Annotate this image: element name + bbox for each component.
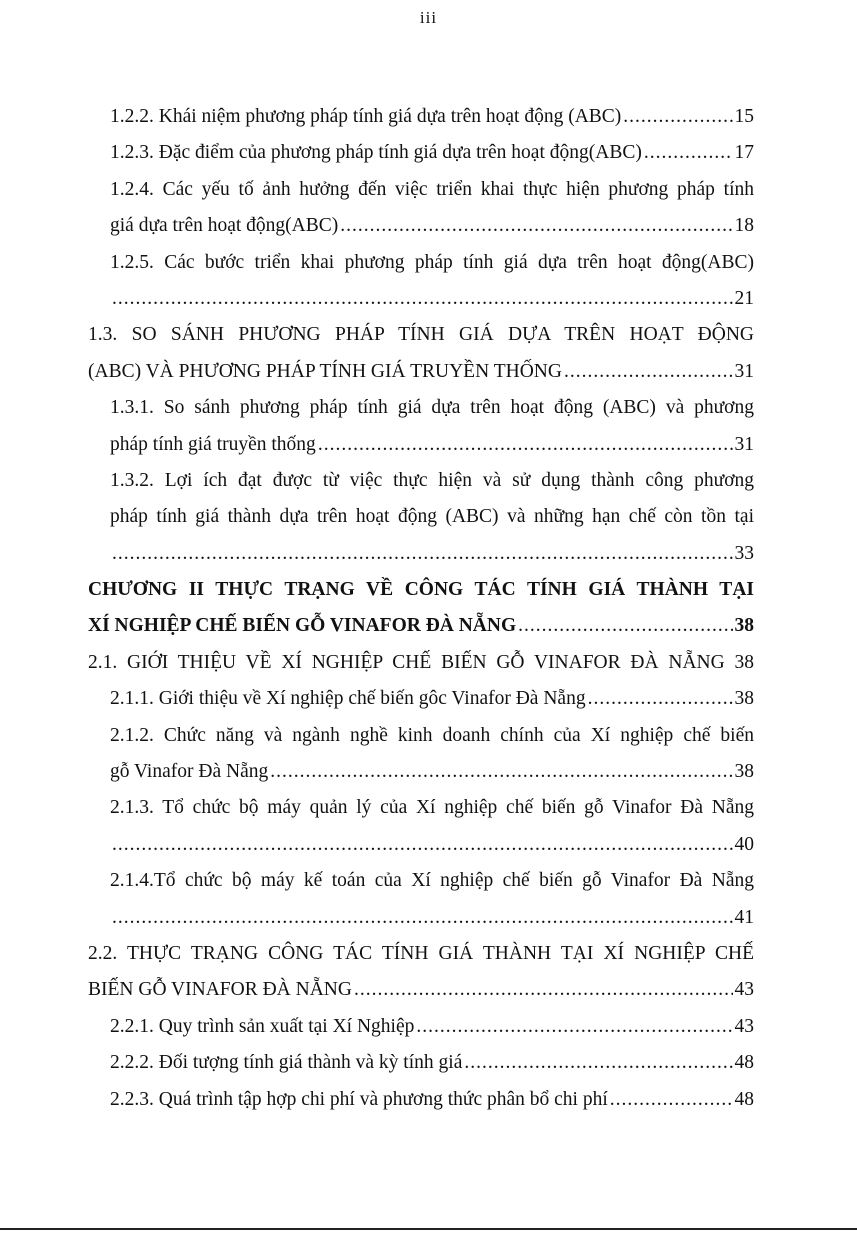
toc-page-number: 40	[734, 833, 754, 855]
toc-line: pháp tính giá thành dựa trên hoạt động (ABC) và những hạn chế còn tồn tại	[110, 506, 754, 528]
toc-entry-text: 2.2.1. Quy trình sản xuất tại Xí Nghiệp	[110, 1015, 415, 1037]
toc-page-number: 31	[734, 433, 754, 455]
toc-line: 2.1.3. Tổ chức bộ máy quản lý của Xí nghiệp chế biến gỗ Vinafor Đà Nẵng	[110, 797, 754, 819]
toc-page-number: 31	[734, 360, 754, 382]
toc-page-number: 15	[734, 106, 754, 127]
dot-leader	[610, 1082, 733, 1118]
toc-line	[88, 972, 754, 1008]
toc-line: 1.3. SO SÁNH PHƯƠNG PHÁP TÍNH GIÁ DỰA TRÊN HOẠT ĐỘNG	[88, 324, 754, 346]
toc-entry-text: 2.2.2. Đối tượng tính giá thành và kỳ tính giá	[110, 1052, 463, 1074]
toc-line: 2.1.2. Chức năng và ngành nghề kinh doanh chính của Xí nghiệp chế biến	[110, 724, 754, 746]
toc-line: 1.3.2. Lợi ích đạt được từ việc thực hiện và sử dụng thành công phương	[110, 469, 754, 491]
toc-entry-text: gỗ Vinafor Đà Nẵng	[110, 761, 269, 783]
toc-entry-text: pháp tính giá truyền thống	[110, 433, 316, 455]
dot-leader	[112, 827, 733, 863]
toc-line	[88, 681, 754, 717]
toc-line: 2.1. GIỚI THIỆU VỀ XÍ NGHIỆP CHẾ BIẾN GỖ VINAFOR ĐÀ NẴNG 38	[88, 651, 754, 673]
toc-line	[88, 99, 754, 135]
toc-line: 1.2.5. Các bước triển khai phương pháp tính giá dựa trên hoạt động(ABC)	[110, 251, 754, 273]
toc-line	[88, 1082, 754, 1118]
toc-page-number: 41	[734, 906, 754, 928]
dot-leader	[623, 99, 732, 135]
dot-leader	[112, 900, 733, 936]
dot-leader	[112, 281, 733, 317]
toc-entry-text: (ABC) VÀ PHƯƠNG PHÁP TÍNH GIÁ TRUYỀN THỐNG	[88, 360, 562, 382]
toc-line	[88, 900, 754, 936]
dot-leader	[588, 681, 733, 717]
toc-page-number: 18	[734, 215, 754, 237]
dot-leader	[416, 1009, 732, 1045]
toc-line	[88, 754, 754, 790]
toc-line	[88, 1009, 754, 1045]
toc-line	[88, 536, 754, 572]
toc-entry-text: 2.1.1. Giới thiệu về Xí nghiệp chế biến gôc Vinafor Đà Nẵng	[110, 688, 586, 710]
toc-page-number: 17	[734, 142, 754, 164]
toc-page-number: 38	[734, 688, 754, 710]
toc-line	[88, 608, 754, 644]
toc-page-number: 43	[734, 1015, 754, 1037]
dot-leader	[564, 354, 733, 390]
dot-leader	[464, 1045, 732, 1081]
toc-line	[88, 281, 754, 317]
toc-entry-text: 1.2.2. Khái niệm phương pháp tính giá dựa trên hoạt động (ABC)	[110, 106, 622, 127]
table-of-contents	[88, 99, 754, 1118]
dot-leader	[354, 972, 733, 1008]
toc-page-number: 48	[734, 1088, 754, 1110]
toc-page-number: 48	[734, 1052, 754, 1074]
toc-line: CHƯƠNG II THỰC TRẠNG VỀ CÔNG TÁC TÍNH GIÁ THÀNH TẠI	[88, 579, 754, 601]
toc-line: 2.1.4.Tổ chức bộ máy kế toán của Xí nghiệp chế biến gỗ Vinafor Đà Nẵng	[110, 870, 754, 892]
toc-line	[88, 208, 754, 244]
toc-entry-text: BIẾN GỖ VINAFOR ĐÀ NẴNG	[88, 979, 352, 1001]
dot-leader	[270, 754, 732, 790]
toc-line	[88, 354, 754, 390]
toc-line: 1.3.1. So sánh phương pháp tính giá dựa trên hoạt động (ABC) và phương	[110, 397, 754, 419]
toc-entry-text: XÍ NGHIỆP CHẾ BIẾN GỖ VINAFOR ĐÀ NẴNG	[88, 615, 517, 637]
toc-entry-text: giá dựa trên hoạt động(ABC)	[110, 215, 339, 237]
toc-entry-text: 1.2.3. Đặc điểm của phương pháp tính giá dựa trên hoạt động(ABC)	[110, 142, 642, 164]
dot-leader	[112, 536, 733, 572]
toc-entry-text: 2.2.3. Quá trình tập hợp chi phí và phương thức phân bổ chi phí	[110, 1088, 608, 1110]
toc-page-number: 38	[734, 761, 754, 783]
page-number: iii	[419, 8, 438, 27]
dot-leader	[644, 135, 733, 171]
toc-line	[88, 1045, 754, 1081]
toc-line	[88, 827, 754, 863]
toc-page-number: 43	[734, 979, 754, 1001]
toc-line	[88, 427, 754, 463]
toc-line: 1.2.4. Các yếu tố ảnh hưởng đến việc triển khai thực hiện phương pháp tính	[110, 178, 754, 200]
dot-leader	[518, 608, 732, 644]
dot-leader	[340, 208, 732, 244]
toc-line: 2.2. THỰC TRẠNG CÔNG TÁC TÍNH GIÁ THÀNH TẠI XÍ NGHIỆP CHẾ	[88, 942, 754, 964]
bottom-divider	[0, 1228, 857, 1230]
toc-page-number: 38	[734, 615, 754, 637]
toc-page-number: 21	[734, 287, 754, 309]
toc-line	[88, 135, 754, 171]
toc-page-number: 33	[734, 542, 754, 564]
dot-leader	[318, 427, 733, 463]
